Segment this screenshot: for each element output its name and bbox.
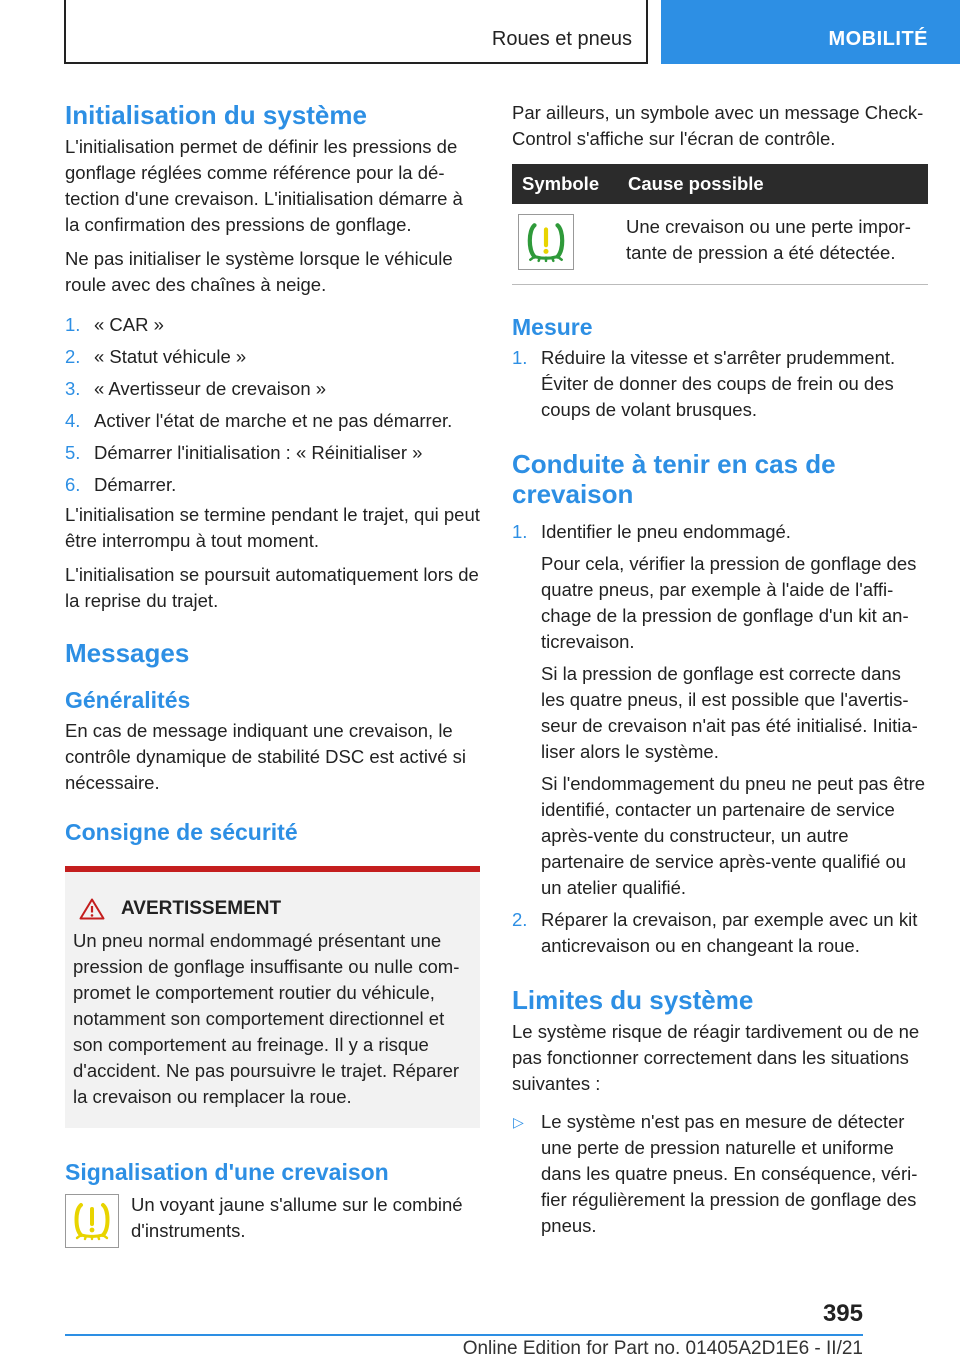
messages-heading: Messages bbox=[65, 638, 190, 668]
signal-row bbox=[65, 1192, 480, 1248]
list-item bbox=[65, 376, 480, 402]
tire-pressure-warning-icon bbox=[65, 1194, 119, 1248]
general-paragraph: En cas de message indiquant une crevaison, le contrôle dynamique de stabilité DSC est activé si nécessaire. bbox=[65, 720, 467, 793]
step-number: 5. bbox=[65, 442, 81, 463]
list-item bbox=[65, 440, 480, 466]
step-number: 6. bbox=[65, 474, 81, 495]
step-text: « Avertisseur de crevaison » bbox=[94, 378, 327, 399]
step-detail: Si la pression de gonflage est correcte dans les quatre pneus, il est possible que l'avertisseur de crevaison n'ait pas été initialisé. Initialiser alors le système. bbox=[541, 663, 918, 762]
section-tab bbox=[64, 0, 648, 64]
warning-title-row bbox=[73, 898, 470, 920]
warning-title: AVERTISSEMENT bbox=[121, 898, 282, 919]
init-paragraph-2: Ne pas initialiser le système lorsque le véhicule roule avec des chaînes à neige. bbox=[65, 248, 453, 295]
init-paragraph-1: L'initialisation permet de définir les pressions de gonflage réglées comme référence pour la détection d'une crevaison. L'initialisation démarre à la confirmation des pressions de gonflage. bbox=[65, 136, 463, 235]
step-text: Réduire la vitesse et s'arrêter prudemment. Éviter de donner des coups de frein ou des coups de volant brusques. bbox=[541, 347, 896, 420]
list-item bbox=[65, 408, 480, 434]
step-text: « Statut véhicule » bbox=[94, 346, 247, 367]
column-header-symbol: Symbole bbox=[512, 164, 618, 204]
table-row bbox=[512, 204, 928, 285]
step-number: 1. bbox=[512, 521, 528, 542]
step-detail: Si l'endommagement du pneu ne peut pas être identifié, contacter un partenaire de service après-vente du constructeur, un autre partenaire de service après-vente qualifié ou un atelier qualifié. bbox=[541, 773, 926, 898]
column-header-cause: Cause possible bbox=[618, 164, 928, 204]
bullet-text: Le système n'est pas en mesure de détecter une perte de pression naturelle et uniforme dans les quatre pneus. En conséquence, vérifier régulièrement la pression de gonflage des pneus. bbox=[541, 1111, 918, 1236]
step-text: Activer l'état de marche et ne pas démarrer. bbox=[94, 410, 453, 431]
chapter-title: MOBILITÉ bbox=[828, 28, 928, 50]
step-number: 1. bbox=[65, 314, 81, 335]
signal-heading: Signalisation d'une crevaison bbox=[65, 1159, 389, 1185]
page-header bbox=[0, 0, 960, 66]
warning-text: Un pneu normal endommagé présentant une pression de gonflage insuffisante ou nulle compromet le comportement routier du véhicule, notamment son comportement directionnel et son comportement au freinage. Il y a risque d'accident. Ne pas poursuivre le trajet. Réparer la crevaison ou remplacer la roue. bbox=[73, 930, 460, 1107]
chapter-tab bbox=[661, 0, 960, 64]
page-number: 395 bbox=[822, 1300, 863, 1327]
init-steps bbox=[65, 312, 480, 498]
step-text: Identifier le pneu endommagé. bbox=[541, 521, 791, 542]
step-number: 2. bbox=[65, 346, 81, 367]
bullet-triangle-icon: ▷ bbox=[513, 1114, 524, 1130]
conduite-steps bbox=[512, 519, 928, 959]
step-text: Réparer la crevaison, par exemple avec un kit anticrevaison ou en changeant la roue. bbox=[541, 909, 918, 956]
general-heading: Généralités bbox=[65, 687, 191, 713]
mesure-heading: Mesure bbox=[512, 314, 593, 340]
limites-paragraph: Le système risque de réagir tardivement ou de ne pas fonctionner correctement dans les situations suivantes : bbox=[512, 1021, 920, 1094]
warning-triangle-icon bbox=[79, 898, 105, 920]
list-item bbox=[512, 345, 928, 423]
step-text: « CAR » bbox=[94, 314, 164, 335]
list-item bbox=[65, 344, 480, 370]
symbol-cell bbox=[512, 204, 618, 285]
footer-divider bbox=[65, 1334, 863, 1336]
mesure-steps bbox=[512, 345, 928, 423]
table-header-row bbox=[512, 164, 928, 204]
step-detail: Pour cela, vérifier la pression de gonflage des quatre pneus, par exemple à l'aide de l'affichage de la pression de gonflage d'un kit anticrevaison. bbox=[541, 553, 917, 652]
right-intro: Par ailleurs, un symbole avec un message Check-Control s'affiche sur l'écran de contrôle. bbox=[512, 102, 924, 149]
list-item bbox=[65, 472, 480, 498]
list-item bbox=[512, 907, 928, 959]
cause-cell: Une crevaison ou une perte importante de pression a été détectée. bbox=[618, 204, 928, 285]
step-text: Démarrer l'initialisation : « Réinitialiser » bbox=[94, 442, 423, 463]
signal-text: Un voyant jaune s'allume sur le combiné d'instruments. bbox=[131, 1194, 463, 1241]
step-number: 4. bbox=[65, 410, 81, 431]
step-text: Démarrer. bbox=[94, 474, 177, 495]
left-column bbox=[65, 100, 480, 1248]
tire-pressure-warning-icon bbox=[518, 214, 574, 270]
init-heading: Initialisation du système bbox=[65, 100, 367, 130]
section-title: Roues et pneus bbox=[491, 28, 632, 50]
step-number: 3. bbox=[65, 378, 81, 399]
init-paragraph-3: L'initialisation se termine pendant le trajet, qui peut être interrompu à tout moment. bbox=[65, 504, 480, 551]
safety-heading: Consigne de sécurité bbox=[65, 819, 298, 845]
limites-bullets bbox=[512, 1109, 928, 1239]
warning-box bbox=[65, 866, 480, 1128]
step-number: 1. bbox=[512, 347, 528, 368]
list-item bbox=[512, 1109, 928, 1239]
conduite-heading: Conduite à tenir en cas de crevaison bbox=[512, 449, 836, 509]
init-paragraph-4: L'initialisation se poursuit automatiquement lors de la reprise du trajet. bbox=[65, 564, 479, 611]
edition-text: Online Edition for Part no. 01405A2D1E6 - II/21 bbox=[462, 1338, 863, 1359]
symbol-table bbox=[512, 164, 928, 285]
step-number: 2. bbox=[512, 909, 528, 930]
right-column bbox=[512, 100, 928, 1245]
list-item bbox=[512, 519, 928, 901]
limites-heading: Limites du système bbox=[512, 985, 754, 1015]
list-item bbox=[65, 312, 480, 338]
